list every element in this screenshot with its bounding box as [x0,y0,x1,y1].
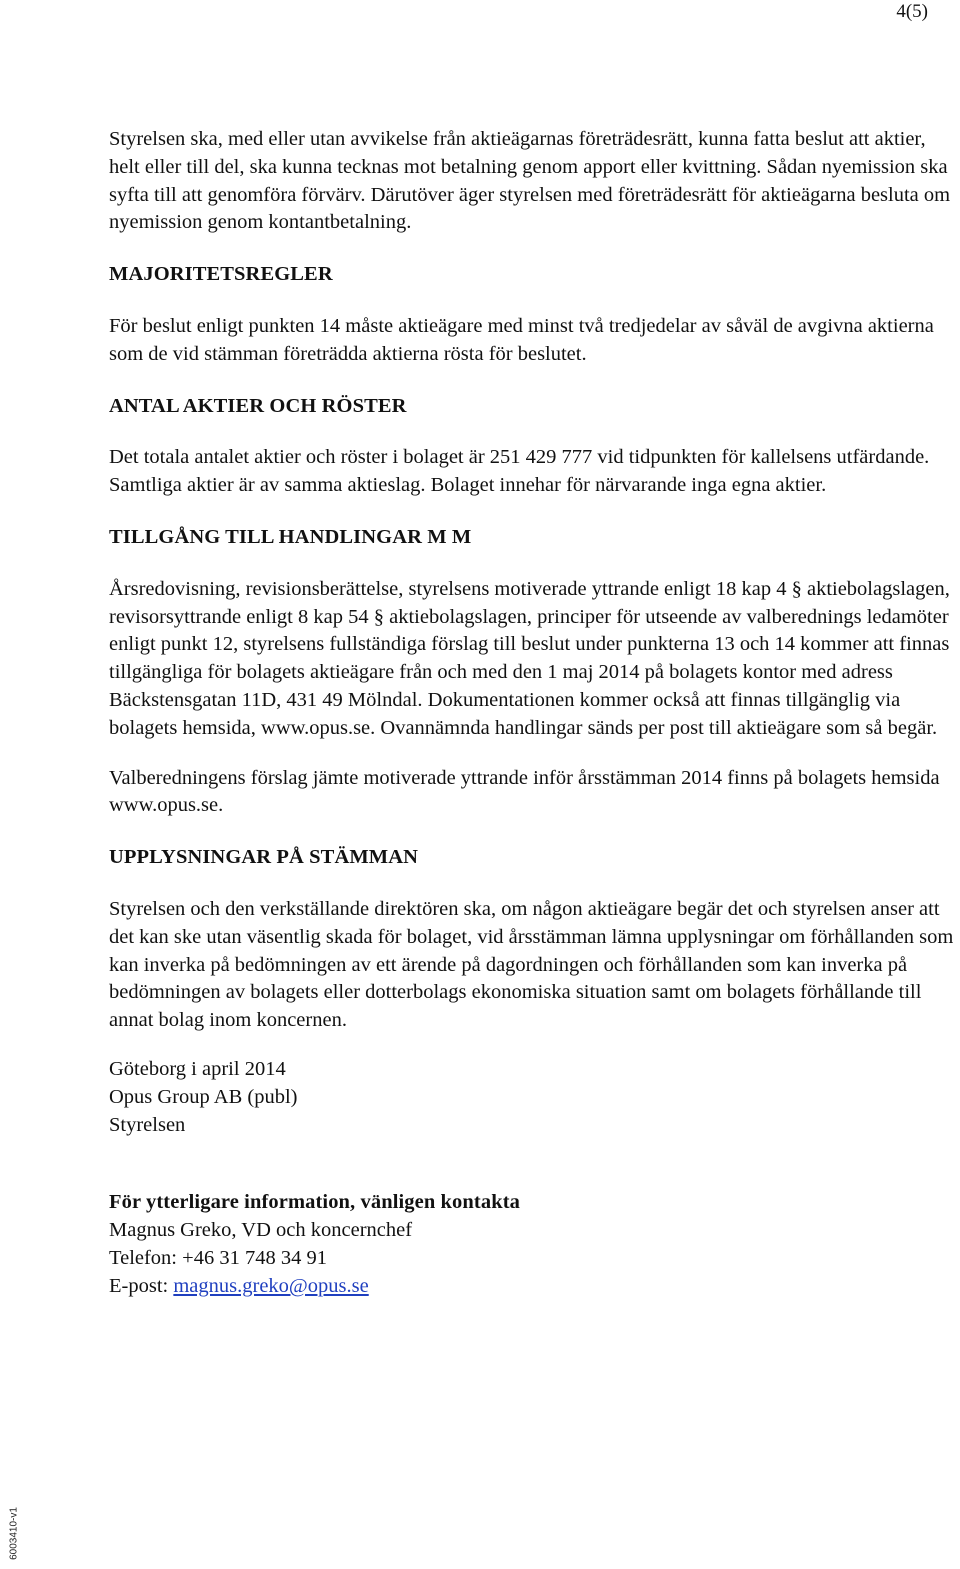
signature-place-date: Göteborg i april 2014 [109,1057,286,1080]
antal-aktier-paragraph: Det totala antalet aktier och röster i bolaget är 251 429 777 vid tidpunkten för kallelsens utfärdande. Samtliga aktier är av samma aktieslag. Bolaget innehar för närvarande inga egna aktier. [109,446,930,497]
heading-antal-aktier: ANTAL AKTIER OCH RÖSTER [109,394,407,417]
contact-heading: För ytterligare information, vänligen kontakta [109,1191,520,1214]
contact-email-line [109,1273,959,1301]
majoritetsregler-paragraph: För beslut enligt punkten 14 måste aktieägare med minst två tredjedelar av såväl de avgivna aktierna som de vid stämman företrädda aktierna rösta för beslutet. [109,314,934,365]
contact-phone: Telefon: +46 31 748 34 91 [109,1246,327,1269]
heading-tillgang: TILLGÅNG TILL HANDLINGAR M M [109,525,472,548]
intro-paragraph: Styrelsen ska, med eller utan avvikelse från aktieägarnas företrädesrätt, kunna fatta beslut att aktier, helt eller till del, ska kunna tecknas mot betalning genom apport eller kvittning. Sådan nyemission ska syfta till att genomföra förvärv. Därutöver äger styrelsen med företrädesrätt för aktieägarna besluta om nyemission genom kontantbetalning. [109,128,951,234]
heading-majoritetsregler: MAJORITETSREGLER [109,263,333,286]
upplysningar-paragraph: Styrelsen och den verkställande direktören ska, om någon aktieägare begär det och styrelsen anser att det kan ske utan väsentlig skada för bolaget, vid årsstämman lämna upplysningar om förhållanden som kan inverka på bedömningen av ett ärende på dagordningen och förhållanden som kan inverka på bedömningen av bolagets eller dotterbolags ekonomiska situation samt om bolagets förhållande till annat bolag inom koncernen. [109,897,954,1032]
contact-block [109,1189,959,1300]
document-id: 6003410-v1 [8,1507,20,1560]
tillgang-paragraph-2: Valberedningens förslag jämte motiverade yttrande inför årsstämman 2014 finns på bolagets hemsida www.opus.se. [109,766,940,817]
heading-upplysningar: UPPLYSNINGAR PÅ STÄMMAN [109,846,419,869]
contact-email-link[interactable]: magnus.greko@opus.se [173,1274,369,1297]
tillgang-paragraph-1: Årsredovisning, revisionsberättelse, styrelsens motiverade yttrande enligt 18 kap 4 § aktiebolagslagen, revisorsyttrande enligt 8 kap 54 § aktiebolagslagen, principer för utseende av valberednings ledamöter enligt punkt 12, styrelsens fullständiga förslag till beslut under punkterna 13 och 14 kommer att finnas tillgängliga för bolagets aktieägare från och med den 1 maj 2014 på bolagets kontor med adress Bäckstensgatan 11D, 431 49 Mölndal. Dokumentationen kommer också att finnas tillgänglig via bolagets hemsida, www.opus.se. Ovannämnda handlingar sänds per post till aktieägare som så begär. [109,577,950,739]
page-number: 4(5) [896,1,928,22]
signature-board: Styrelsen [109,1113,186,1136]
document-body [109,126,959,1301]
signature-block [109,1056,959,1139]
contact-email-label: E-post: [109,1274,174,1297]
signature-company: Opus Group AB (publ) [109,1085,298,1108]
contact-name: Magnus Greko, VD och koncernchef [109,1219,413,1242]
